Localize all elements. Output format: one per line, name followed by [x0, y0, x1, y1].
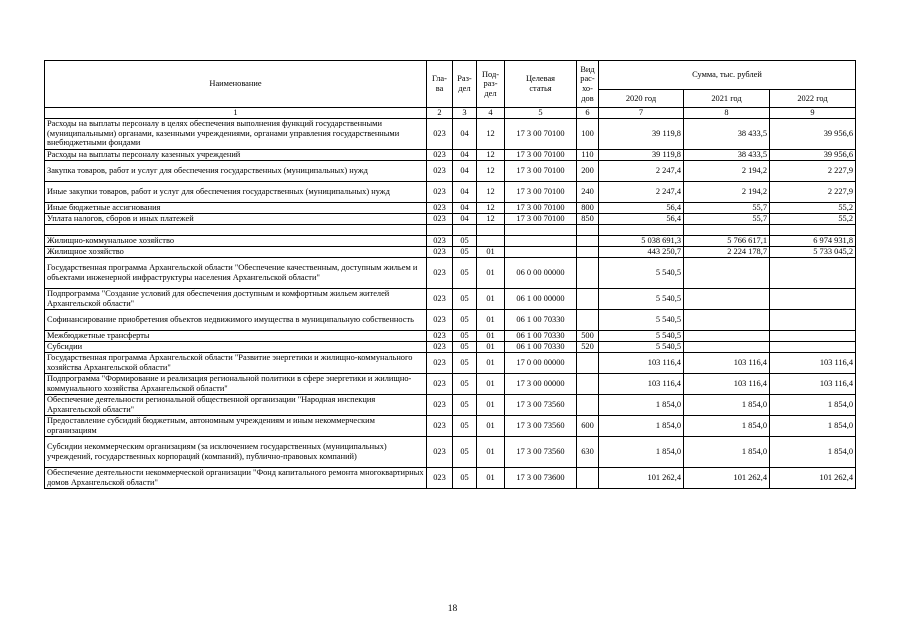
- row-exptype: [577, 246, 599, 257]
- row-target: 17 3 00 73600: [505, 467, 577, 488]
- row-sum-2021: 2 224 178,7: [684, 246, 770, 257]
- row-sum-2020: 5 540,5: [599, 257, 684, 288]
- row-section: 04: [453, 181, 477, 202]
- row-subsection: 01: [477, 288, 505, 309]
- table-row: [45, 160, 856, 181]
- row-section: 05: [453, 330, 477, 341]
- row-sum-2020: 5 038 691,3: [599, 235, 684, 246]
- column-number: 2: [427, 108, 453, 119]
- row-section: 05: [453, 415, 477, 436]
- row-sum-2022: [770, 288, 856, 309]
- row-section: 05: [453, 352, 477, 373]
- row-target: [505, 246, 577, 257]
- table-row: [45, 181, 856, 202]
- table-row: [45, 341, 856, 352]
- row-subsection: 12: [477, 181, 505, 202]
- row-subsection: 01: [477, 309, 505, 330]
- row-chapter: 023: [427, 309, 453, 330]
- empty-cell: [684, 224, 770, 235]
- row-target: 17 3 00 70100: [505, 181, 577, 202]
- row-sum-2020: 103 116,4: [599, 373, 684, 394]
- row-exptype: [577, 257, 599, 288]
- row-exptype: [577, 373, 599, 394]
- row-exptype: [577, 394, 599, 415]
- row-sum-2022: 39 956,6: [770, 118, 856, 149]
- row-name: Подпрограмма "Формирование и реализация региональной политики в сфере энергетики и жилищно-коммунального хозяйства Архангельской области": [45, 373, 427, 394]
- row-sum-2021: 55,7: [684, 213, 770, 224]
- row-section: 05: [453, 235, 477, 246]
- row-subsection: 01: [477, 352, 505, 373]
- row-sum-2022: 1 854,0: [770, 415, 856, 436]
- table-row: [45, 415, 856, 436]
- table-row: [45, 118, 856, 149]
- row-target: [505, 235, 577, 246]
- row-chapter: 023: [427, 246, 453, 257]
- row-sum-2020: 1 854,0: [599, 415, 684, 436]
- row-chapter: 023: [427, 118, 453, 149]
- row-name: Закупка товаров, работ и услуг для обеспечения государственных (муниципальных) нужд: [45, 160, 427, 181]
- row-subsection: 12: [477, 160, 505, 181]
- row-sum-2021: 103 116,4: [684, 352, 770, 373]
- empty-cell: [770, 224, 856, 235]
- row-subsection: 01: [477, 415, 505, 436]
- col-header-target: Целевая статья: [505, 61, 577, 108]
- column-number-row: [45, 108, 856, 119]
- row-exptype: 520: [577, 341, 599, 352]
- row-exptype: [577, 235, 599, 246]
- row-exptype: 600: [577, 415, 599, 436]
- row-exptype: [577, 288, 599, 309]
- row-sum-2022: 55,2: [770, 202, 856, 213]
- row-section: 04: [453, 118, 477, 149]
- row-section: 05: [453, 341, 477, 352]
- empty-cell: [427, 224, 453, 235]
- row-subsection: 12: [477, 202, 505, 213]
- row-target: 06 1 00 00000: [505, 288, 577, 309]
- row-target: 17 0 00 00000: [505, 352, 577, 373]
- row-name: Обеспечение деятельности региональной общественной организации "Народная инспекция Архангельской области": [45, 394, 427, 415]
- row-chapter: 023: [427, 436, 453, 467]
- row-target: 06 1 00 70330: [505, 330, 577, 341]
- row-chapter: 023: [427, 202, 453, 213]
- col-header-chapter: Гла- ва: [427, 61, 453, 108]
- page-number: 18: [447, 604, 458, 614]
- row-sum-2021: 2 194,2: [684, 160, 770, 181]
- row-sum-2021: [684, 257, 770, 288]
- row-section: 04: [453, 160, 477, 181]
- empty-cell: [599, 224, 684, 235]
- row-sum-2021: 1 854,0: [684, 436, 770, 467]
- col-header-sum: Сумма, тыс. рублей: [599, 61, 856, 90]
- row-chapter: 023: [427, 394, 453, 415]
- row-exptype: [577, 352, 599, 373]
- row-name: Иные бюджетные ассигнования: [45, 202, 427, 213]
- row-sum-2022: [770, 309, 856, 330]
- empty-cell: [505, 224, 577, 235]
- table-row: [45, 467, 856, 488]
- row-target: 06 1 00 70330: [505, 309, 577, 330]
- col-header-name: Наименование: [45, 61, 427, 108]
- row-sum-2022: 1 854,0: [770, 394, 856, 415]
- row-section: 05: [453, 373, 477, 394]
- row-chapter: 023: [427, 467, 453, 488]
- row-target: 06 1 00 70330: [505, 341, 577, 352]
- row-sum-2021: 103 116,4: [684, 373, 770, 394]
- row-subsection: 01: [477, 341, 505, 352]
- row-sum-2022: 39 956,6: [770, 149, 856, 160]
- row-target: 17 3 00 73560: [505, 415, 577, 436]
- row-sum-2021: 101 262,4: [684, 467, 770, 488]
- row-sum-2020: 5 540,5: [599, 330, 684, 341]
- row-target: 17 3 00 73560: [505, 436, 577, 467]
- row-chapter: 023: [427, 257, 453, 288]
- row-name: Расходы на выплаты персоналу казенных учреждений: [45, 149, 427, 160]
- row-section: 05: [453, 288, 477, 309]
- row-name: Иные закупки товаров, работ и услуг для обеспечения государственных (муниципальных) нужд: [45, 181, 427, 202]
- spacer-row: [45, 224, 856, 235]
- row-sum-2020: 1 854,0: [599, 436, 684, 467]
- table-row: [45, 330, 856, 341]
- row-target: 17 3 00 70100: [505, 149, 577, 160]
- column-number: 5: [505, 108, 577, 119]
- row-chapter: 023: [427, 213, 453, 224]
- row-sum-2021: 5 766 617,1: [684, 235, 770, 246]
- column-number: 9: [770, 108, 856, 119]
- table-row: [45, 394, 856, 415]
- col-header-exptype: Вид рас- хо- дов: [577, 61, 599, 108]
- row-subsection: 01: [477, 394, 505, 415]
- row-sum-2020: 443 250,7: [599, 246, 684, 257]
- row-chapter: 023: [427, 415, 453, 436]
- row-chapter: 023: [427, 160, 453, 181]
- row-sum-2022: 103 116,4: [770, 352, 856, 373]
- row-target: 17 3 00 70100: [505, 160, 577, 181]
- row-sum-2021: [684, 330, 770, 341]
- row-exptype: 100: [577, 118, 599, 149]
- row-subsection: 01: [477, 436, 505, 467]
- row-name: Субсидии: [45, 341, 427, 352]
- row-sum-2020: 1 854,0: [599, 394, 684, 415]
- row-section: 04: [453, 202, 477, 213]
- table-row: [45, 352, 856, 373]
- column-number: 8: [684, 108, 770, 119]
- row-sum-2022: [770, 257, 856, 288]
- row-sum-2020: 39 119,8: [599, 118, 684, 149]
- row-sum-2020: 5 540,5: [599, 309, 684, 330]
- row-sum-2020: 5 540,5: [599, 288, 684, 309]
- row-name: Уплата налогов, сборов и иных платежей: [45, 213, 427, 224]
- row-exptype: 850: [577, 213, 599, 224]
- col-header-2021: 2021 год: [684, 90, 770, 108]
- row-exptype: 500: [577, 330, 599, 341]
- row-name: Подпрограмма "Создание условий для обеспечения доступным и комфортным жильем жителей Архангельской области": [45, 288, 427, 309]
- row-subsection: 01: [477, 330, 505, 341]
- row-sum-2022: 5 733 045,2: [770, 246, 856, 257]
- row-subsection: 12: [477, 149, 505, 160]
- row-chapter: 023: [427, 341, 453, 352]
- budget-table: [44, 60, 856, 489]
- row-sum-2020: 5 540,5: [599, 341, 684, 352]
- row-exptype: [577, 309, 599, 330]
- row-sum-2020: 39 119,8: [599, 149, 684, 160]
- row-subsection: 12: [477, 118, 505, 149]
- row-sum-2021: 2 194,2: [684, 181, 770, 202]
- row-name: Обеспечение деятельности некоммерческой организации "Фонд капитального ремонта многоквартирных домов Архангельской области": [45, 467, 427, 488]
- column-number: 6: [577, 108, 599, 119]
- row-sum-2022: 103 116,4: [770, 373, 856, 394]
- row-exptype: 200: [577, 160, 599, 181]
- row-subsection: 01: [477, 246, 505, 257]
- row-sum-2021: [684, 288, 770, 309]
- row-section: 04: [453, 213, 477, 224]
- row-sum-2022: 1 854,0: [770, 436, 856, 467]
- row-target: 06 0 00 00000: [505, 257, 577, 288]
- row-target: 17 3 00 70100: [505, 202, 577, 213]
- row-sum-2021: [684, 341, 770, 352]
- row-subsection: 12: [477, 213, 505, 224]
- row-sum-2021: 38 433,5: [684, 118, 770, 149]
- table-row: [45, 309, 856, 330]
- row-chapter: 023: [427, 235, 453, 246]
- table-row: [45, 257, 856, 288]
- row-name: Межбюджетные трансферты: [45, 330, 427, 341]
- row-chapter: 023: [427, 288, 453, 309]
- table-row: [45, 436, 856, 467]
- row-section: 05: [453, 394, 477, 415]
- row-chapter: 023: [427, 352, 453, 373]
- table-row: [45, 235, 856, 246]
- row-chapter: 023: [427, 373, 453, 394]
- row-target: 17 3 00 70100: [505, 213, 577, 224]
- empty-cell: [477, 224, 505, 235]
- row-name: Жилищное хозяйство: [45, 246, 427, 257]
- row-sum-2022: [770, 341, 856, 352]
- row-section: 05: [453, 436, 477, 467]
- row-target: 17 3 00 73560: [505, 394, 577, 415]
- column-number: 3: [453, 108, 477, 119]
- row-section: 05: [453, 309, 477, 330]
- row-sum-2022: 55,2: [770, 213, 856, 224]
- row-sum-2020: 2 247,4: [599, 181, 684, 202]
- row-sum-2020: 103 116,4: [599, 352, 684, 373]
- col-header-section: Раз- дел: [453, 61, 477, 108]
- row-name: Предоставление субсидий бюджетным, автономным учреждениям и иным некоммерческим организациям: [45, 415, 427, 436]
- table-row: [45, 288, 856, 309]
- row-sum-2020: 2 247,4: [599, 160, 684, 181]
- row-sum-2021: 38 433,5: [684, 149, 770, 160]
- row-sum-2022: 6 974 931,8: [770, 235, 856, 246]
- row-exptype: 110: [577, 149, 599, 160]
- column-number: 1: [45, 108, 427, 119]
- row-section: 05: [453, 246, 477, 257]
- row-name: Расходы на выплаты персоналу в целях обеспечения выполнения функций государственными (муниципальными) органами, казенными учреждениями, органами управления государственными внебюджетными фондами: [45, 118, 427, 149]
- row-section: 04: [453, 149, 477, 160]
- row-subsection: 01: [477, 257, 505, 288]
- row-target: 17 3 00 70100: [505, 118, 577, 149]
- row-exptype: 630: [577, 436, 599, 467]
- row-exptype: 800: [577, 202, 599, 213]
- row-subsection: 01: [477, 467, 505, 488]
- row-name: Софинансирование приобретения объектов недвижимого имущества в муниципальную собственность: [45, 309, 427, 330]
- row-name: Жилищно-коммунальное хозяйство: [45, 235, 427, 246]
- col-header-2020: 2020 год: [599, 90, 684, 108]
- row-name: Субсидии некоммерческим организациям (за исключением государственных (муниципальных) учреждений, государственных корпораций (компаний), публично-правовых компаний): [45, 436, 427, 467]
- column-number: 4: [477, 108, 505, 119]
- row-name: Государственная программа Архангельской области "Обеспечение качественным, доступным жильем и объектами инженерной инфраструктуры населения Архангельской области": [45, 257, 427, 288]
- table-row: [45, 373, 856, 394]
- empty-cell: [45, 224, 427, 235]
- table-row: [45, 202, 856, 213]
- row-sum-2022: 2 227,9: [770, 181, 856, 202]
- row-name: Государственная программа Архангельской области "Развитие энергетики и жилищно-коммунального хозяйства Архангельской области": [45, 352, 427, 373]
- row-sum-2021: 1 854,0: [684, 394, 770, 415]
- row-sum-2020: 56,4: [599, 202, 684, 213]
- row-sum-2022: 101 262,4: [770, 467, 856, 488]
- row-sum-2020: 56,4: [599, 213, 684, 224]
- row-sum-2021: [684, 309, 770, 330]
- column-number: 7: [599, 108, 684, 119]
- row-sum-2021: 1 854,0: [684, 415, 770, 436]
- table-row: [45, 149, 856, 160]
- row-chapter: 023: [427, 181, 453, 202]
- row-subsection: [477, 235, 505, 246]
- row-section: 05: [453, 467, 477, 488]
- row-exptype: [577, 467, 599, 488]
- table-row: [45, 246, 856, 257]
- row-sum-2022: 2 227,9: [770, 160, 856, 181]
- row-chapter: 023: [427, 149, 453, 160]
- row-sum-2020: 101 262,4: [599, 467, 684, 488]
- row-section: 05: [453, 257, 477, 288]
- col-header-subsection: Под- раз- дел: [477, 61, 505, 108]
- empty-cell: [577, 224, 599, 235]
- col-header-2022: 2022 год: [770, 90, 856, 108]
- row-target: 17 3 00 00000: [505, 373, 577, 394]
- row-chapter: 023: [427, 330, 453, 341]
- row-subsection: 01: [477, 373, 505, 394]
- row-sum-2022: [770, 330, 856, 341]
- row-exptype: 240: [577, 181, 599, 202]
- row-sum-2021: 55,7: [684, 202, 770, 213]
- table-row: [45, 213, 856, 224]
- empty-cell: [453, 224, 477, 235]
